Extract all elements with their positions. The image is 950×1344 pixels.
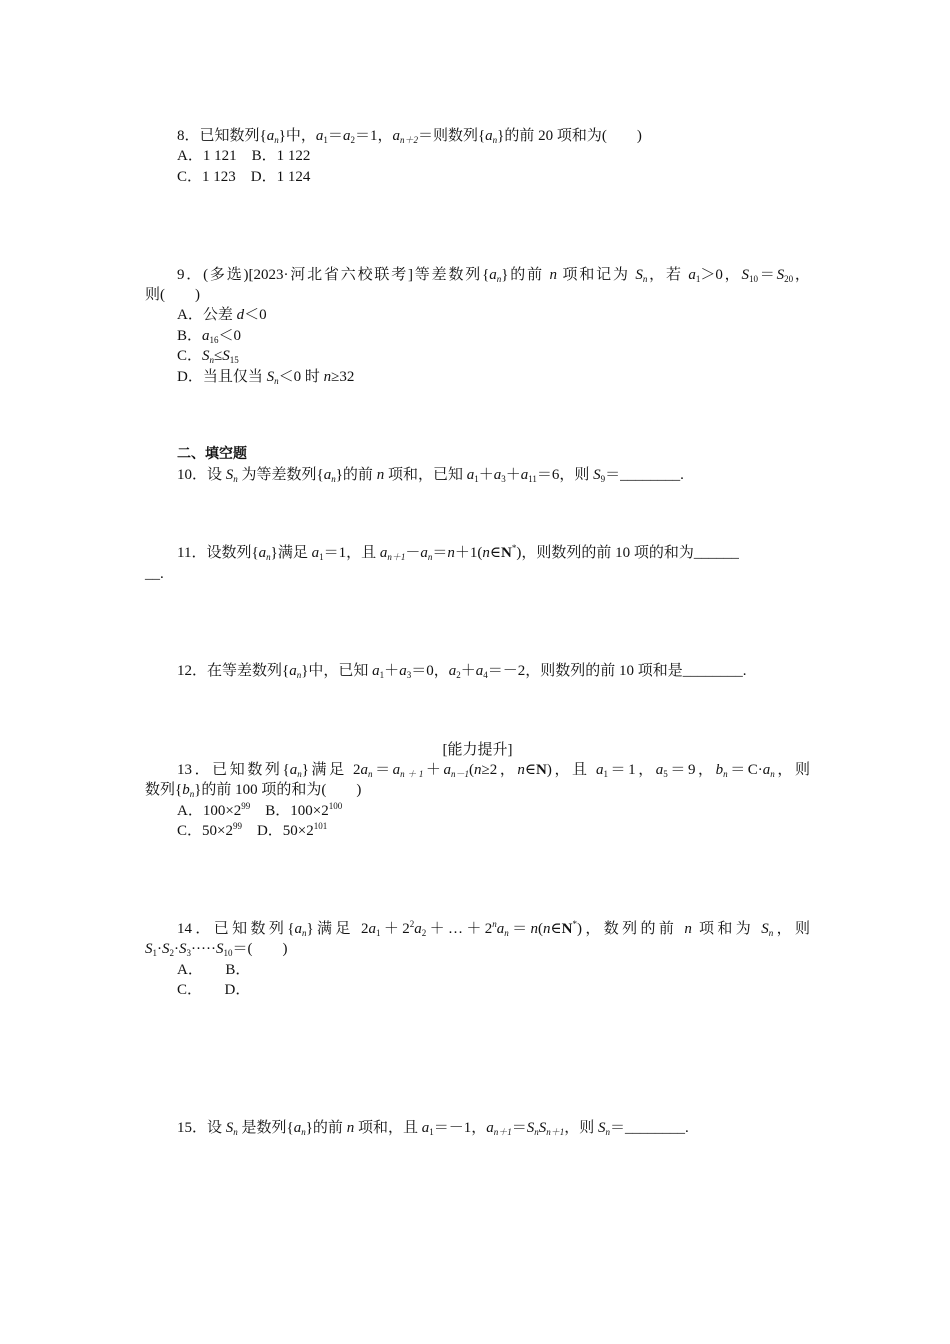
question-13-options-ab: A．$100\times 2^{99}$ B．$100\times 2^{100}$ bbox=[177, 801, 343, 819]
question-9-stem-cont: 则( ) bbox=[145, 287, 200, 303]
question-8-options-cd: C．1 123 D．1 124 bbox=[177, 169, 311, 185]
question-14-options-ab: A． B． bbox=[177, 962, 251, 978]
question-9-option-a: A．公差 d＜0 bbox=[177, 307, 267, 323]
question-13-options-cd: C．$50\times 2^{99}$ D．$50\times 2^{101}$ bbox=[177, 821, 328, 839]
question-12-stem: 12．在等差数列$\{a_n\}$中，已知 $a_1+a_3=0$，$a_2+a_4=-2$，则数列的前 10 项和是________. bbox=[177, 663, 747, 680]
question-11-stem: 11．设数列$\{a_n\}$满足 $a_1=1$，且 $a_{n+1}-a_n=n+1(n\in N^*)$，则数列的前 10 项的和为______ bbox=[177, 543, 739, 562]
question-14-stem-cont: $S_1\cdot S_2\cdot S_3\cdot\cdot\cdot\cdot\cdot S_{10}=$( ) bbox=[145, 941, 288, 958]
question-14-options-cd: C． D． bbox=[177, 982, 251, 998]
question-13-stem: 13．已知数列$\{a_n\}$满足 $2a_n=a_{n+1}+a_{n-1}(n\ge 2$，n∈N)，且 $a_1=1$，$a_5=9$，$b_n=C\cdot a_n$，则 bbox=[177, 762, 810, 779]
section-heading-ability: [能力提升] bbox=[442, 742, 513, 758]
question-14-stem: 14．已知数列$\{a_n\}$满足 $2a_1+2^2a_2+\dots+2^na_n=n(n\in N^*)$，数列的前 n 项和为 $S_n$，则 bbox=[177, 919, 810, 938]
question-9-option-d: D．当且仅当 $S_n<0$ 时 n≥32 bbox=[177, 369, 355, 386]
question-15-stem: 15．设 $S_n$ 是数列$\{a_n\}$的前 n 项和，且 $a_1=-1$，$a_{n+1}=S_nS_{n+1}$，则 $S_n=\_\_\_\_\_\_\_\_$. bbox=[177, 1120, 689, 1137]
question-9-stem: 9．(多选)[2023·河北省六校联考]等差数列$\{a_n\}$的前 n 项和记为 $S_n$，若 $a_1>0$，$S_{10}=S_{20}$， bbox=[177, 267, 810, 284]
question-9-option-c: C．$S_n\le S_{15}$ bbox=[177, 348, 239, 365]
question-10-stem: 10．设 $S_n$ 为等差数列$\{a_n\}$的前 n 项和，已知 $a_1+a_3+a_{11}=6$，则 $S_9=\_\_\_\_\_\_\_\_$. bbox=[177, 467, 684, 484]
question-9-option-b: B．$a_{16}<0$ bbox=[177, 328, 242, 345]
question-13-stem-cont: 数列$\{b_n\}$的前 100 项的和为( ) bbox=[145, 782, 362, 799]
section-heading-fill-blanks: 二、填空题 bbox=[177, 446, 247, 462]
question-11-stem-cont: __. bbox=[145, 566, 164, 582]
question-8-stem: 8．已知数列$\{a_n\}$中，$a_1=a_2=1$，$a_{n+2}=$则数列$\{a_n\}$的前 20 项和为( ) bbox=[177, 128, 642, 145]
question-8-options-ab: A．1 121 B．1 122 bbox=[177, 148, 311, 164]
